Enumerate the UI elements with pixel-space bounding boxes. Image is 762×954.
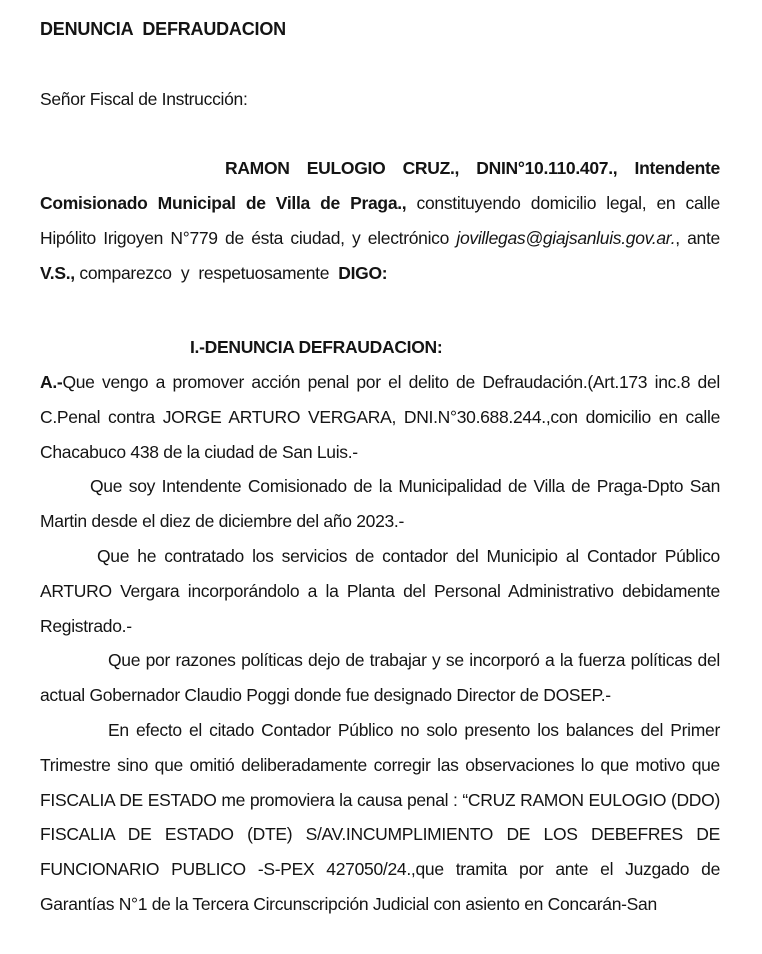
- paragraph-denuncia-a: [40, 365, 720, 469]
- digo-label: DIGO:: [338, 262, 388, 283]
- email-address: jovillegas@giajsanluis.gov.ar.: [456, 227, 676, 248]
- comparezco-text: comparezco y respetuosamente: [74, 262, 339, 283]
- paragraph-politicas: Que por razones políticas dejo de trabajar y se incorporó a la fuerza políticas del actual Gobernador Claudio Poggi donde fue designado Director de DOSEP.-: [40, 650, 720, 706]
- spacer: [40, 290, 720, 325]
- appellant-identity: RAMON EULOGIO CRUZ., DNIN°10.110.407., Intendente Comisionado Municipal de Villa de Praga.,: [40, 158, 725, 213]
- paragraph-contador: Que he contratado los servicios de contador del Municipio al Contador Público ARTURO Vergara incorporándolo a la Planta del Personal Administrativo debidamente Registrado.-: [40, 545, 720, 636]
- salutation: Señor Fiscal de Instrucción:: [40, 88, 248, 109]
- paragraph-causa-penal: En efecto el citado Contador Público no solo presento los balances del Primer Trimestre sino que omitió deliberadamente corregir las observaciones lo que motivo que FISCALIA DE ESTADO me promoviera la causa penal : “CRUZ RAMON EULOGIO (DDO) FISCALIA DE ESTADO (DTE) S/AV.INCUMPLIMIENTO DE LOS DEBEFRES DE FUNCIONARIO PUBLICO -S-PEX 427050/24.,que tramita por ante el Juzgado de Garantías N°1 de la Tercera Circunscripción Judicial con asiento en Concarán-San: [40, 719, 720, 914]
- item-a-text: Que vengo a promover acción penal por el delito de Defraudación.(Art.173 inc.8 del C.Penal contra JORGE ARTURO VERGARA, DNI.N°30.688.244.,con domicilio en calle Chacabuco 438 de la ciudad de San Luis.-: [40, 371, 720, 462]
- domicile-text: constituyendo domicilio legal, en calle Hipólito Irigoyen N°779 de ésta ciudad, y electrónico: [40, 192, 725, 248]
- section-heading: I.-DENUNCIA DEFRAUDACION:: [190, 337, 443, 358]
- spacer: [40, 47, 720, 82]
- paragraph-intendente: Que soy Intendente Comisionado de la Municipalidad de Villa de Praga-Dpto San Martin desde el diez de diciembre del año 2023.-: [40, 476, 720, 532]
- intro-paragraph: [40, 151, 725, 290]
- after-email-text: , ante: [675, 227, 725, 248]
- vs-abbreviation: V.S.,: [40, 262, 75, 283]
- item-a-label: A.-: [40, 371, 63, 392]
- document-title: DENUNCIA DEFRAUDACION: [40, 19, 286, 39]
- spacer: [40, 116, 720, 151]
